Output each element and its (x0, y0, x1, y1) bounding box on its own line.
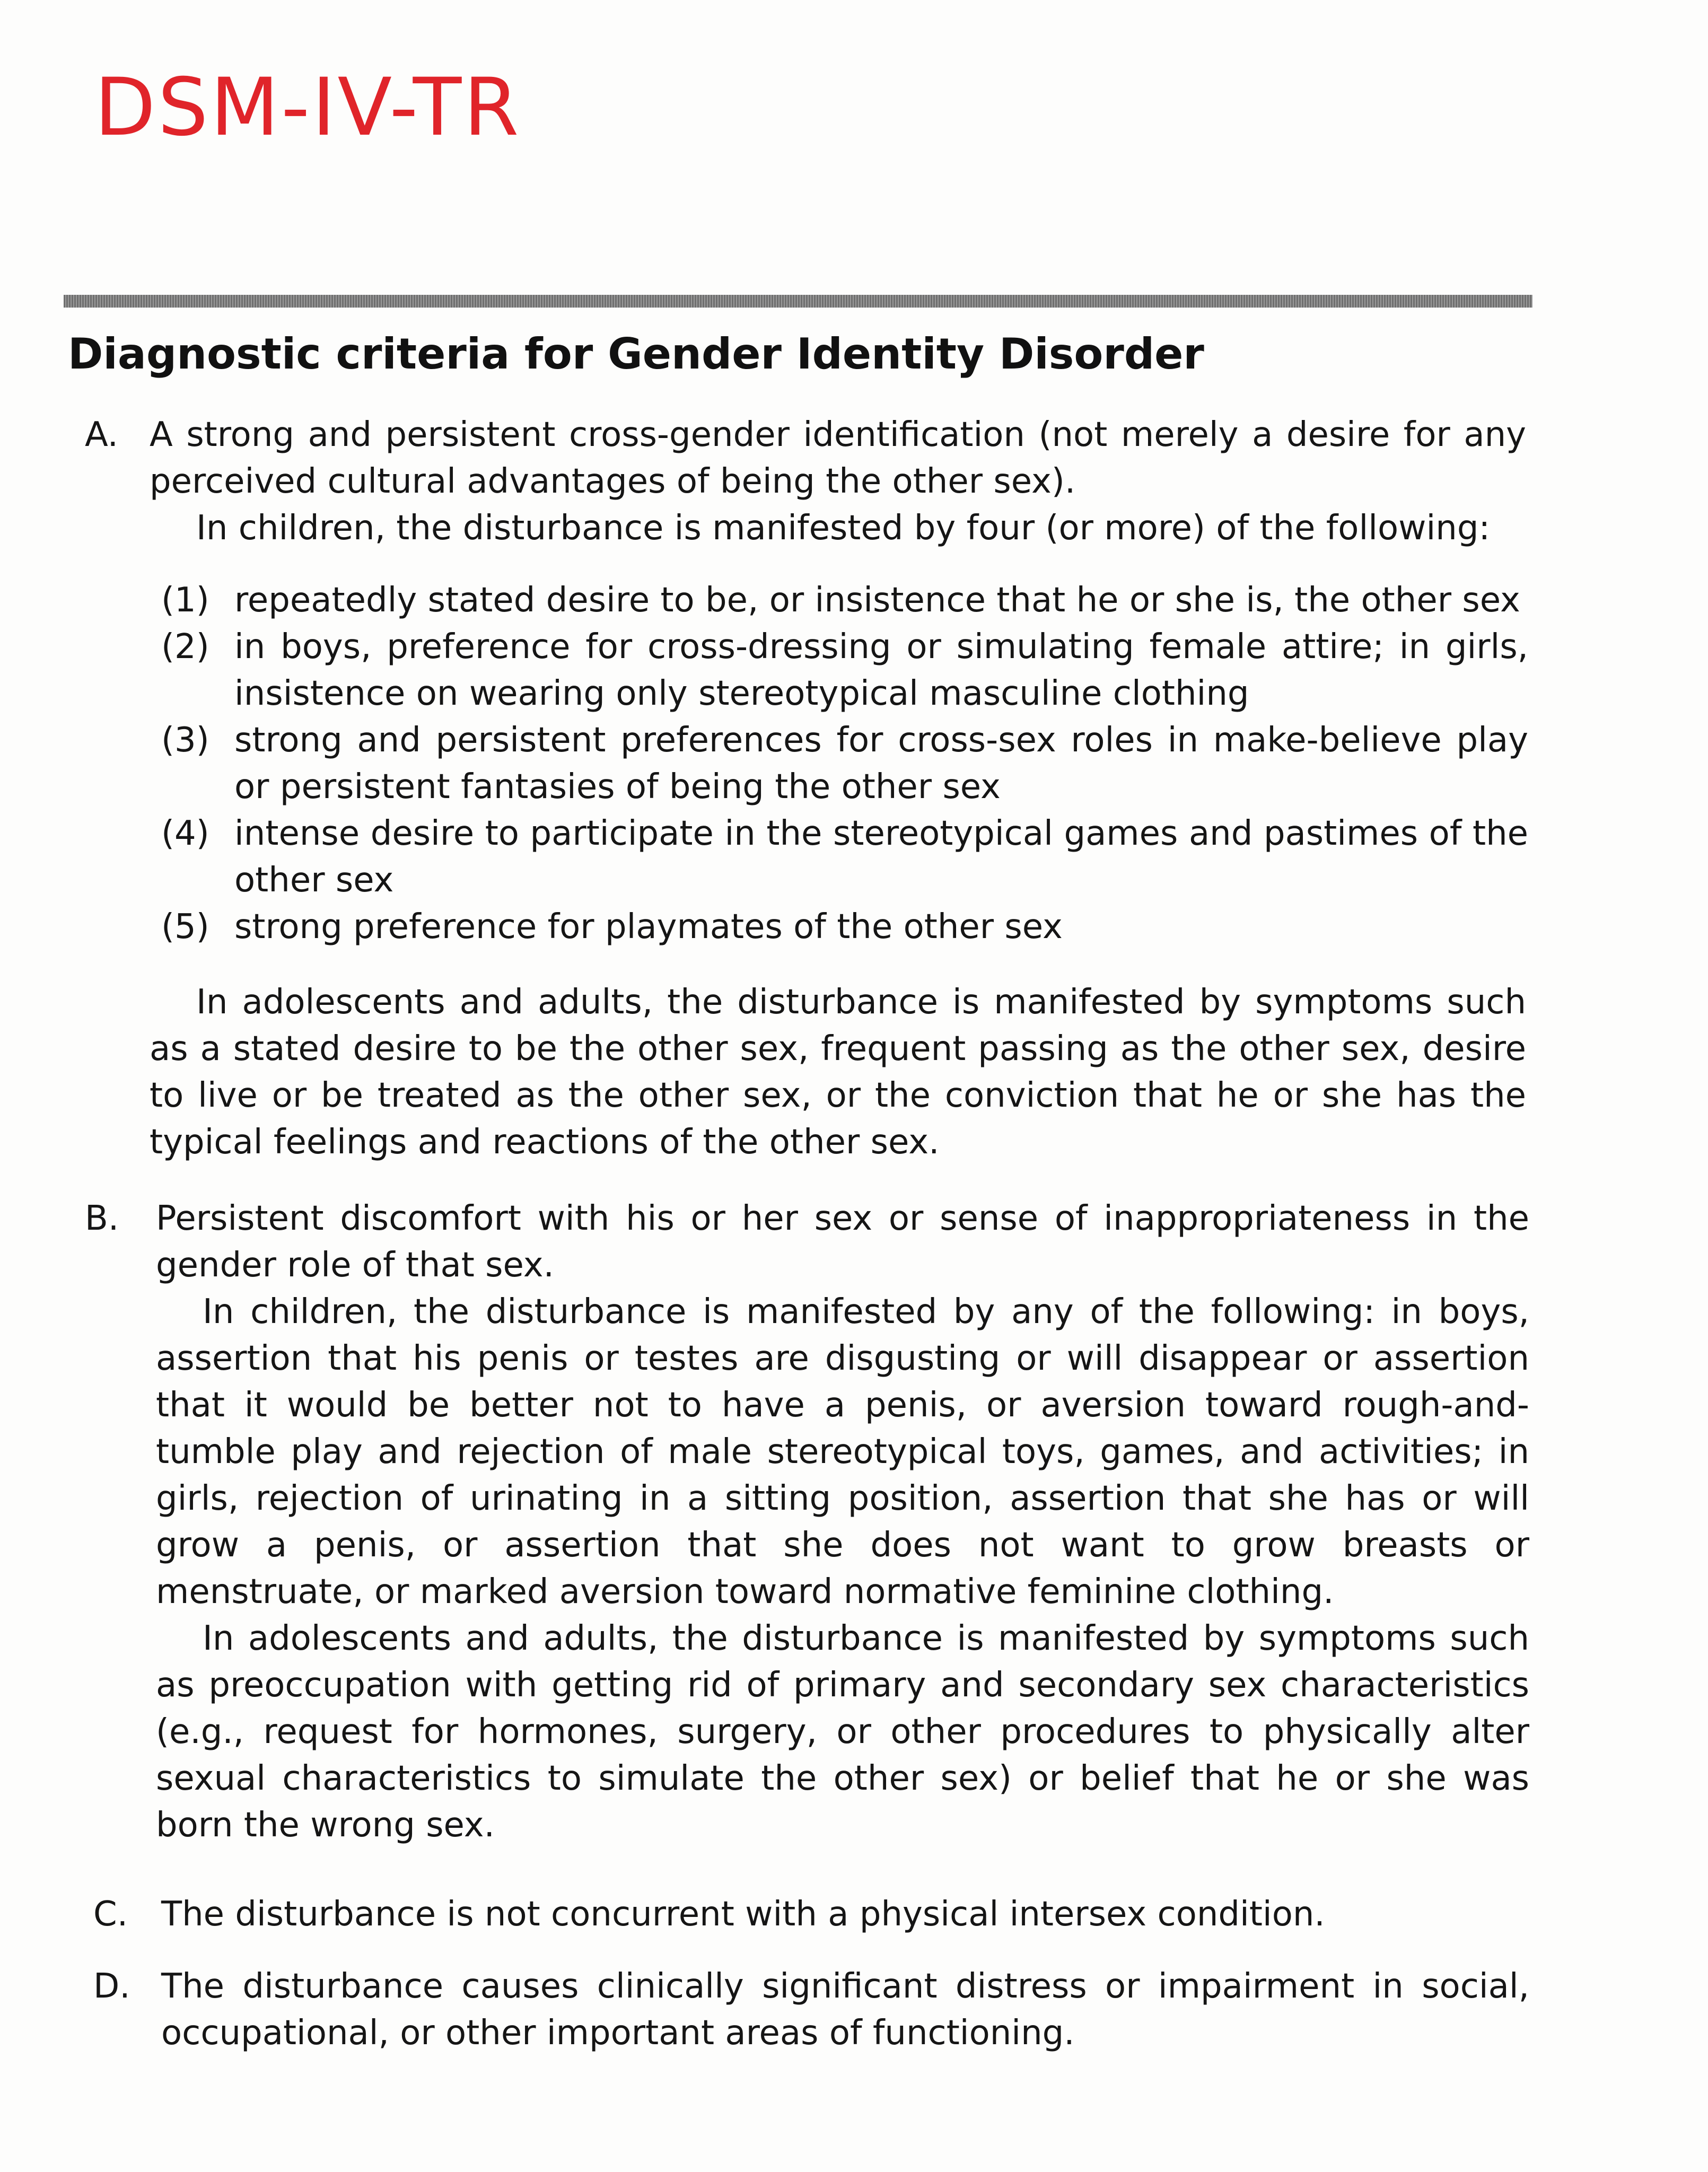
criterion-a-children-intro: In children, the disturbance is manifested by four (or more) of the following: (196, 509, 1491, 548)
criterion-b-adults: In adolescents and adults, the disturbance is manifested by symptoms such as preoccupation with getting rid of primary and secondary sex characteristics (e.g., request for hormones, surgery, or other procedures to physically alter sexual characteristics to simulate the other sex) or belief that he or she was born the wrong sex. (156, 1619, 1529, 1845)
page-header-title: DSM-IV-TR (94, 62, 521, 154)
item-3-number: (3) (161, 721, 209, 760)
criterion-c-letter: C. (93, 1895, 128, 1934)
criterion-a-adults: In adolescents and adults, the disturbance is manifested by symptoms such as a stated desire to be the other sex, frequent passing as the other sex, desire to live or be treated as the other sex, or the conviction that he or she has the typical feelings and reactions of the other sex. (150, 983, 1526, 1162)
item-2-number: (2) (161, 627, 209, 667)
item-1-number: (1) (161, 581, 209, 620)
criterion-b-text: Persistent discomfort with his or her sex or sense of inappropriateness in the gender role of that sex. (156, 1199, 1529, 1285)
criterion-d-letter: D. (93, 1967, 130, 2006)
item-2-text: in boys, preference for cross-dressing or simulating female attire; in girls, insistence on wearing only stereotypical masculine clothing (234, 627, 1528, 713)
criterion-b-children: In children, the disturbance is manifested by any of the following: in boys, assertion that his penis or testes are disgusting or will disappear or assertion that it would be better not to have a penis, or aversion toward rough-and-tumble play and rejection of male stereotypical toys, games, and activities; in girls, rejection of urinating in a sitting position, assertion that she has or will grow a penis, or assertion that she does not want to grow breasts or menstruate, or marked aversion toward normative feminine clothing. (156, 1292, 1529, 1612)
item-3-text: strong and persistent preferences for cross-sex roles in make-believe play or persistent fantasies of being the other sex (234, 721, 1528, 807)
item-1-text: repeatedly stated desire to be, or insistence that he or she is, the other sex (234, 581, 1520, 620)
section-divider (64, 295, 1532, 308)
item-4-number: (4) (161, 814, 209, 853)
item-5-number: (5) (161, 907, 209, 947)
criterion-c-text: The disturbance is not concurrent with a physical intersex condition. (161, 1895, 1325, 1934)
section-heading: Diagnostic criteria for Gender Identity Disorder (68, 329, 1204, 379)
criterion-d-text: The disturbance causes clinically significant distress or impairment in social, occupational, or other important areas of functioning. (161, 1967, 1529, 2053)
item-4-text: intense desire to participate in the stereotypical games and pastimes of the other sex (234, 814, 1528, 900)
criterion-a-letter: A. (85, 415, 118, 454)
criterion-b-letter: B. (85, 1199, 119, 1238)
item-5-text: strong preference for playmates of the other sex (234, 907, 1063, 947)
criterion-a-text: A strong and persistent cross-gender identification (not merely a desire for any perceived cultural advantages of being the other sex). (150, 415, 1526, 501)
